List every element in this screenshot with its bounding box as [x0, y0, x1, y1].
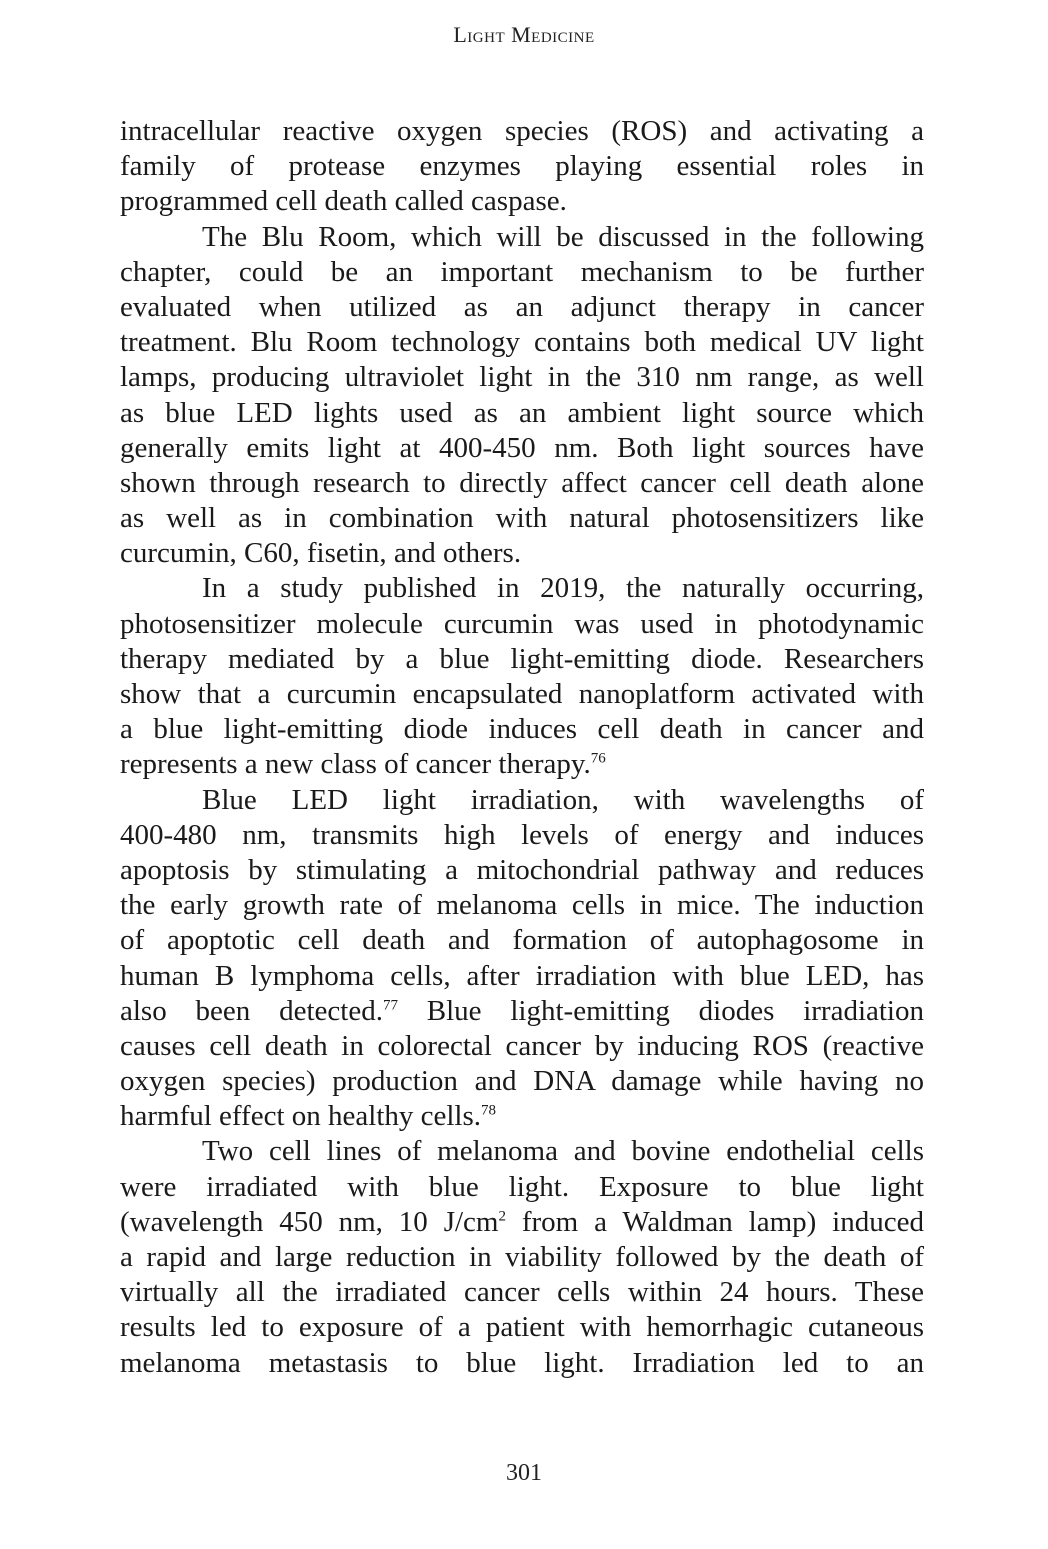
paragraph-4 [120, 783, 924, 1135]
text-line [120, 1205, 924, 1240]
text-line: apoptosis by stimulating a mitochondrial pathway and reduces [120, 853, 924, 886]
text-line: causes cell death in colorectal cancer by inducing ROS (reactive [120, 1029, 924, 1062]
paragraph-1 [120, 114, 924, 220]
text-line: virtually all the irradiated cancer cells within 24 hours. These [120, 1276, 924, 1309]
text-line: of apoptotic cell death and formation of autophagosome in [120, 924, 924, 957]
line-text: from a Waldman lamp) induced [505, 1205, 924, 1238]
superscript-2: 2 [498, 1208, 506, 1225]
text-line: human B lymphoma cells, after irradiation with blue LED, has [120, 959, 924, 992]
body-text [120, 114, 924, 1381]
paragraph-2 [120, 220, 924, 572]
footnote-ref-78: 78 [481, 1102, 497, 1119]
line-text: represents a new class of cancer therapy. [120, 748, 591, 781]
text-line: results led to exposure of a patient with hemorrhagic cutaneous [120, 1311, 924, 1344]
line-text: (wavelength 450 nm, 10 J/cm [120, 1205, 499, 1238]
text-line: a rapid and large reduction in viability followed by the death of [120, 1241, 924, 1273]
text-line [120, 994, 924, 1029]
text-line: as well as in combination with natural photosensitizers like [120, 502, 924, 535]
text-line: shown through research to directly affect cancer cell death alone [120, 466, 924, 499]
footnote-ref-77: 77 [382, 997, 398, 1014]
text-line: as blue LED lights used as an ambient light source which [120, 396, 924, 429]
text-line: photosensitizer molecule curcumin was used in photodynamic [120, 607, 924, 640]
text-line: show that a curcumin encapsulated nanoplatform activated with [120, 678, 924, 710]
text-line: chapter, could be an important mechanism to be further [120, 255, 924, 288]
text-line: 400-480 nm, transmits high levels of energy and induces [120, 818, 924, 851]
paragraph-3 [120, 571, 924, 782]
text-line: oxygen species) production and DNA damage while having no [120, 1065, 924, 1098]
running-header: Light Medicine [453, 22, 595, 47]
text-line: Two cell lines of melanoma and bovine endothelial cells [202, 1135, 924, 1168]
text-line: lamps, producing ultraviolet light in the 310 nm range, as well [120, 361, 924, 394]
text-line: the early growth rate of melanoma cells in mice. The induction [120, 889, 924, 922]
line-text: Blue light-emitting diodes irradiation [397, 994, 924, 1027]
text-line: programmed cell death called caspase. [120, 185, 567, 218]
footnote-ref-76: 76 [590, 750, 606, 767]
text-line: treatment. Blu Room technology contains both medical UV light [120, 326, 924, 359]
text-line: therapy mediated by a blue light-emitting diode. Researchers [120, 642, 924, 675]
text-line: intracellular reactive oxygen species (ROS) and activating a [120, 115, 924, 147]
text-line: Blue LED light irradiation, with wavelengths of [202, 783, 924, 816]
text-line: a blue light-emitting diode induces cell death in cancer and [120, 713, 924, 746]
line-text: harmful effect on healthy cells. [120, 1100, 482, 1133]
line-text: also been detected. [120, 994, 383, 1027]
paragraph-5 [120, 1134, 924, 1380]
text-line: The Blu Room, which will be discussed in the following [202, 220, 924, 253]
text-line: In a study published in 2019, the naturally occurring, [202, 572, 924, 605]
text-line: evaluated when utilized as an adjunct therapy in cancer [120, 290, 924, 323]
text-line: melanoma metastasis to blue light. Irradiation led to an [120, 1346, 924, 1379]
text-line: were irradiated with blue light. Exposure to blue light [120, 1170, 924, 1203]
text-line: family of protease enzymes playing essential roles in [120, 150, 924, 183]
text-line [120, 747, 924, 782]
text-line: curcumin, C60, fisetin, and others. [120, 537, 522, 570]
page-number: 301 [506, 1460, 542, 1486]
text-line: generally emits light at 400-450 nm. Both light sources have [120, 431, 924, 464]
text-line [120, 1099, 924, 1134]
